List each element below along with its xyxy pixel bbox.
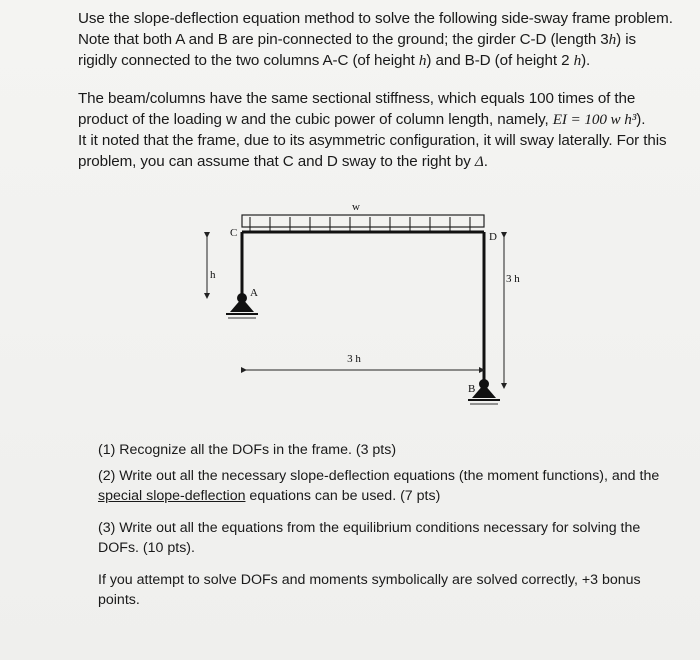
p2-line1: The beam/columns have the same sectional stiffness, which equals 100 times of the	[78, 90, 636, 107]
p1-line3-var1: h	[418, 52, 427, 69]
sway-delta: Δ	[474, 153, 484, 170]
p1-line3-end: ).	[581, 52, 591, 69]
p2-line2: product of the loading w and the cubic power of column length, namely,	[78, 111, 549, 128]
question-3	[98, 518, 678, 558]
node-d-label: D	[489, 231, 497, 243]
p1-line2-var: h	[608, 31, 617, 48]
q2-underlined: special slope-deflection	[98, 488, 246, 504]
height-h-label: h	[210, 269, 216, 281]
q3-line1: (3) Write out all the equations from the equilibrium conditions necessary for solving the	[98, 520, 641, 536]
question-2	[98, 466, 678, 506]
bonus-line1: If you attempt to solve DOFs and moments symbolically are solved correctly, +3 bonus	[98, 572, 641, 588]
node-a-label: A	[250, 287, 258, 299]
q2-line1: (2) Write out all the necessary slope-deflection equations (the moment functions), and the	[98, 468, 660, 484]
node-b-label: B	[468, 383, 476, 395]
distributed-load-box	[242, 215, 484, 227]
problem-paragraph-2	[78, 88, 678, 172]
p2-line4: problem, you can assume that C and D sway to the right by	[78, 153, 471, 170]
p2-line2-end: ).	[636, 111, 646, 128]
load-label: w	[352, 201, 360, 213]
question-1: (1) Recognize all the DOFs in the frame. (3 pts)	[98, 442, 397, 458]
node-c-label: C	[230, 227, 238, 239]
p1-line2-end: ) is	[616, 31, 637, 48]
height-bd-label: 3 h	[506, 273, 520, 285]
p2-line4-end: .	[483, 153, 488, 170]
bonus-note	[98, 570, 678, 610]
p2-line3: It it noted that the frame, due to its asymmetric configuration, it will sway laterally. For this	[78, 132, 667, 149]
stiffness-equation: EI = 100 w h³	[552, 111, 637, 128]
p1-line2: Note that both A and B are pin-connected to the ground; the girder C-D (length 3	[78, 31, 609, 48]
bonus-line2: points.	[98, 592, 140, 608]
p1-line3-var2: h	[573, 52, 582, 69]
span-label: 3 h	[347, 353, 361, 365]
problem-paragraph-1	[78, 8, 678, 71]
q2-line2-end: equations can be used. (7 pts)	[245, 488, 441, 504]
q3-line2: DOFs. (10 pts).	[98, 540, 195, 556]
p1-line1: Use the slope-deflection equation method to solve the following side-sway frame problem.	[78, 10, 673, 27]
p1-line3-mid: ) and B-D (of height 2	[426, 52, 570, 69]
p1-line3: rigidly connected to the two columns A-C (of height	[78, 52, 415, 69]
frame-diagram	[150, 190, 550, 430]
load-arrows	[250, 217, 470, 231]
